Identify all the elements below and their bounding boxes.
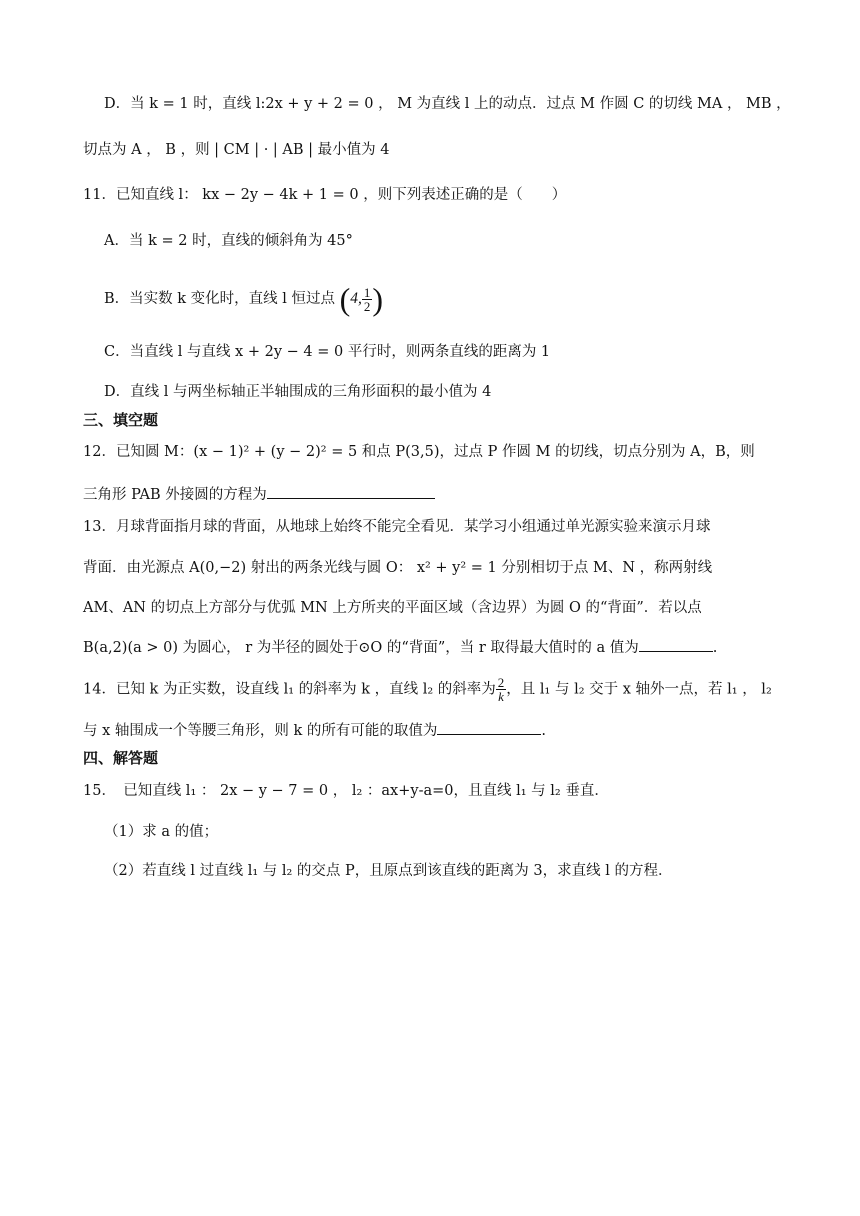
q12-answer-blank bbox=[267, 483, 435, 499]
fraction-numerator: 2 bbox=[497, 675, 505, 690]
q14-answer-blank bbox=[437, 719, 541, 735]
q10-option-d-line2: 切点为 A ， B ，则 | CM | · | AB | 最小值为 4 bbox=[83, 142, 390, 158]
q11-option-b-point-x: 4, bbox=[350, 290, 362, 307]
q14-line2-end: . bbox=[541, 723, 547, 739]
q13-line3: AM、AN 的切点上方部分与优弧 MN 上方所夹的平面区域（含边界）为圆 O 的“背面”．若以点 bbox=[83, 600, 702, 616]
q14-line1 bbox=[83, 676, 772, 703]
q10-option-d-line1: D．当 k = 1 时，直线 l:2x + y + 2 = 0 ， M 为直线 l 上的动点．过点 M 作圆 C 的切线 MA ， MB ， bbox=[104, 96, 791, 112]
q11-option-c: C．当直线 l 与直线 x + 2y − 4 = 0 平行时，则两条直线的距离为 1 bbox=[104, 344, 551, 360]
q14-line2 bbox=[83, 719, 546, 742]
q13-line2: 背面．由光源点 A(0,−2) 射出的两条光线与圆 O： x² + y² = 1 分别相切于点 M、N ，称两射线 bbox=[83, 560, 713, 576]
q12-line2 bbox=[83, 483, 435, 506]
fraction-numerator: 1 bbox=[363, 284, 371, 300]
q11-option-b-text: B．当实数 k 变化时，直线 l 恒过点 bbox=[104, 291, 336, 307]
q14-fraction bbox=[496, 676, 507, 703]
right-paren: ) bbox=[372, 281, 384, 317]
q14-line1-rest: ，且 l₁ 与 l₂ 交于 x 轴外一点，若 l₁ ， l₂ bbox=[506, 681, 772, 698]
q14-line1-text: 14．已知 k 为正实数，设直线 l₁ 的斜率为 k ，直线 l₂ 的斜率为 bbox=[83, 681, 496, 698]
q15-part1: （1）求 a 的值； bbox=[104, 824, 219, 840]
q13-line1: 13．月球背面指月球的背面，从地球上始终不能完全看见．某学习小组通过单光源实验来演示月球 bbox=[83, 519, 711, 535]
q12-line1: 12．已知圆 M：(x − 1)² + (y − 2)² = 5 和点 P(3,5)，过点 P 作圆 M 的切线，切点分别为 A，B，则 bbox=[83, 444, 755, 460]
left-paren: ( bbox=[339, 281, 351, 317]
q14-line2-text: 与 x 轴围成一个等腰三角形，则 k 的所有可能的取值为 bbox=[83, 723, 438, 739]
fraction-denominator: k bbox=[498, 689, 504, 704]
q11-option-a: A．当 k = 2 时，直线的倾斜角为 45° bbox=[104, 233, 353, 249]
q11-option-b-fraction bbox=[362, 286, 373, 313]
section-answer-heading: 四、解答题 bbox=[83, 749, 159, 767]
q13-line4-text: B(a,2)(a > 0) 为圆心， r 为半径的圆处于⊙O 的“背面”，当 r 取得最大值时的 a 值为 bbox=[83, 640, 639, 656]
q15-part2: （2）若直线 l 过直线 l₁ 与 l₂ 的交点 P，且原点到该直线的距离为 3，求直线 l 的方程． bbox=[104, 863, 673, 879]
q15-stem: 15． 已知直线 l₁ ： 2x − y − 7 = 0 ， l₂ ：ax+y-a=0，且直线 l₁ 与 l₂ 垂直． bbox=[83, 783, 609, 799]
section-fill-in-heading: 三、填空题 bbox=[83, 411, 159, 429]
q11-option-b bbox=[104, 281, 384, 317]
q13-answer-blank bbox=[639, 636, 713, 652]
fraction-denominator: 2 bbox=[363, 298, 371, 314]
q13-line4 bbox=[83, 636, 717, 659]
q12-line2-text: 三角形 PAB 外接圆的方程为 bbox=[83, 487, 267, 503]
q11-option-d: D．直线 l 与两坐标轴正半轴围成的三角形面积的最小值为 4 bbox=[104, 384, 492, 400]
q11-stem: 11．已知直线 l： kx − 2y − 4k + 1 = 0 ，则下列表述正确的是（ ） bbox=[83, 187, 567, 203]
q13-line4-end: . bbox=[712, 640, 718, 656]
